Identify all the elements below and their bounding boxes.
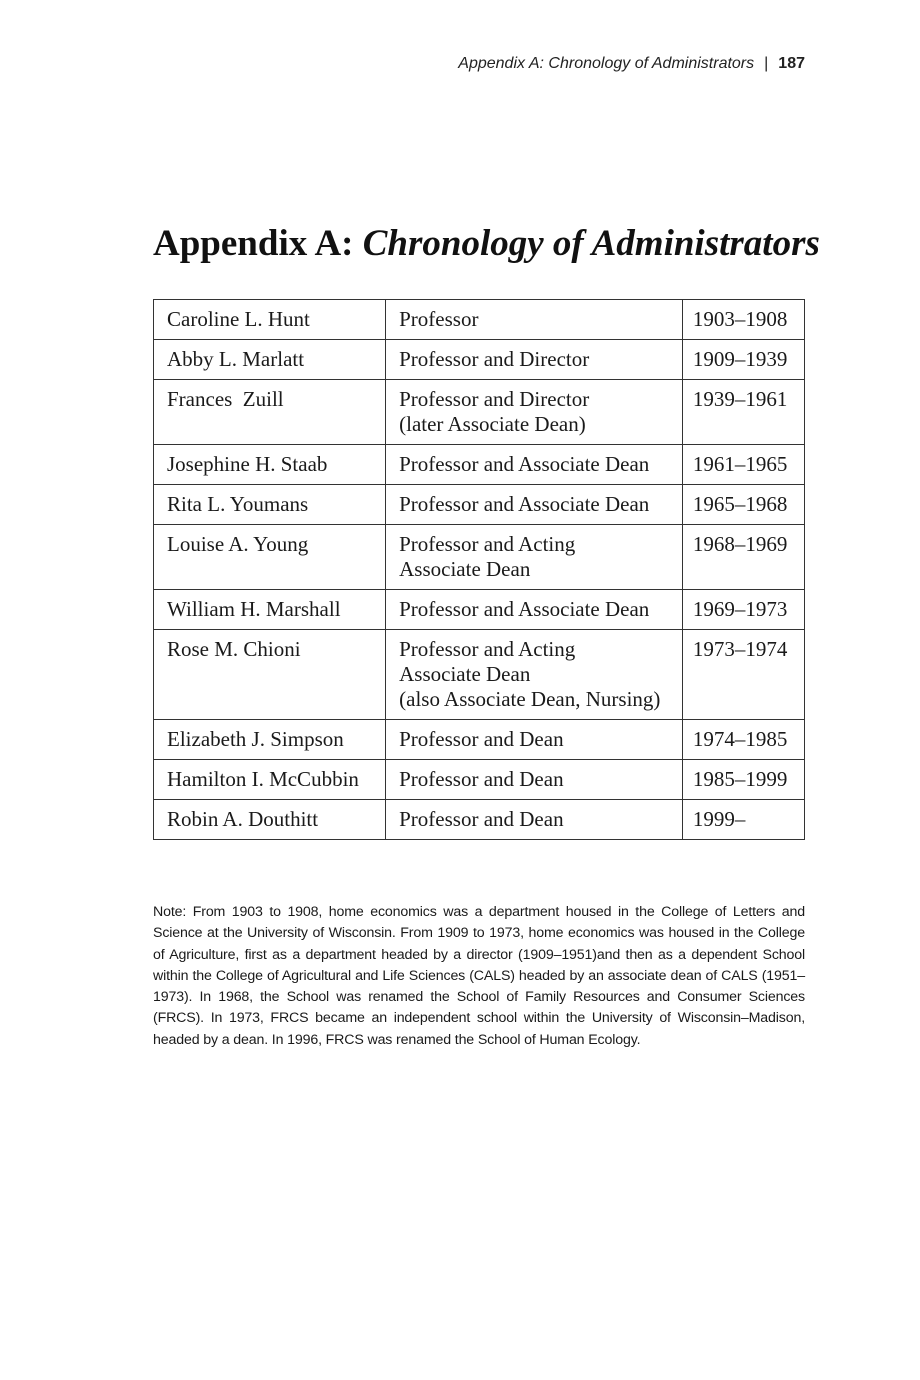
running-head — [458, 55, 805, 73]
administrator-position — [386, 525, 683, 590]
chapter-title-text: Chronology of Administrators — [362, 223, 820, 264]
administrator-position — [386, 485, 683, 525]
position-line: Professor and Director — [399, 347, 590, 371]
running-head-title: Appendix A: Chronology of Administrators — [458, 55, 755, 72]
position-line: Professor and Dean — [399, 727, 564, 751]
position-line: Professor and Associate Dean — [399, 452, 650, 476]
position-line: Professor and Dean — [399, 767, 564, 791]
administrator-position — [386, 720, 683, 760]
administrator-name: Abby L. Marlatt — [154, 340, 386, 380]
administrator-name: Robin A. Douthitt — [154, 800, 386, 840]
administrator-name: Louise A. Young — [154, 525, 386, 590]
table-row — [154, 380, 805, 445]
administrator-position — [386, 590, 683, 630]
note-paragraph: Note: From 1903 to 1908, home economics was a department housed in the College of Letters and Science at the University of Wisconsin. From 1909 to 1973, home economics was housed in the College of Agriculture, first as a department headed by a director (1909–1951)and then as a dependent School within the College of Agricultural and Life Sciences (CALS) headed by an associate dean of CALS (1951–1973). In 1968, the School was renamed the School of Family Resources and Consumer Sciences (FRCS). In 1973, FRCS became an independent school within the University of Wisconsin–Madison, headed by a dean. In 1996, FRCS was renamed the School of Human Ecology. — [153, 904, 805, 1048]
table-row — [154, 485, 805, 525]
administrator-years: 1974–1985 — [682, 720, 804, 760]
running-head-separator: | — [764, 55, 769, 72]
administrator-years: 1999– — [682, 800, 804, 840]
administrator-position — [386, 380, 683, 445]
administrator-position — [386, 760, 683, 800]
administrator-position — [386, 800, 683, 840]
administrator-years: 1939–1961 — [682, 380, 804, 445]
position-line: (also Associate Dean, Nursing) — [399, 687, 661, 711]
table-row — [154, 760, 805, 800]
administrator-years: 1968–1969 — [682, 525, 804, 590]
administrator-years: 1973–1974 — [682, 630, 804, 720]
table-row — [154, 800, 805, 840]
administrator-years: 1969–1973 — [682, 590, 804, 630]
administrator-position — [386, 630, 683, 720]
administrator-position — [386, 340, 683, 380]
position-line: Associate Dean — [399, 662, 531, 686]
position-line: Associate Dean — [399, 557, 531, 581]
administrator-name: Rita L. Youmans — [154, 485, 386, 525]
table-row — [154, 340, 805, 380]
position-line: Professor and Acting — [399, 532, 576, 556]
administrator-name: Hamilton I. McCubbin — [154, 760, 386, 800]
administrator-name: Frances Zuill — [154, 380, 386, 445]
table-row — [154, 525, 805, 590]
administrator-position — [386, 300, 683, 340]
administrators-table — [153, 299, 805, 840]
table-row — [154, 720, 805, 760]
chapter-title — [153, 222, 820, 265]
administrator-name: Josephine H. Staab — [154, 445, 386, 485]
position-line: Professor and Associate Dean — [399, 492, 650, 516]
page-number: 187 — [778, 55, 805, 72]
position-line: Professor and Dean — [399, 807, 564, 831]
position-line: (later Associate Dean) — [399, 412, 586, 436]
administrator-name: William H. Marshall — [154, 590, 386, 630]
table-row — [154, 630, 805, 720]
position-line: Professor — [399, 307, 479, 331]
administrators-table-body — [154, 300, 805, 840]
administrator-years: 1961–1965 — [682, 445, 804, 485]
administrator-years: 1909–1939 — [682, 340, 804, 380]
position-line: Professor and Associate Dean — [399, 597, 650, 621]
position-line: Professor and Acting — [399, 637, 576, 661]
table-row — [154, 590, 805, 630]
administrator-name: Rose M. Chioni — [154, 630, 386, 720]
administrator-name: Elizabeth J. Simpson — [154, 720, 386, 760]
administrator-years: 1965–1968 — [682, 485, 804, 525]
position-line: Professor and Director — [399, 387, 590, 411]
chapter-label: Appendix A: — [153, 223, 354, 264]
administrator-name: Caroline L. Hunt — [154, 300, 386, 340]
administrator-years: 1985–1999 — [682, 760, 804, 800]
table-row — [154, 445, 805, 485]
administrator-years: 1903–1908 — [682, 300, 804, 340]
table-row — [154, 300, 805, 340]
administrator-position — [386, 445, 683, 485]
